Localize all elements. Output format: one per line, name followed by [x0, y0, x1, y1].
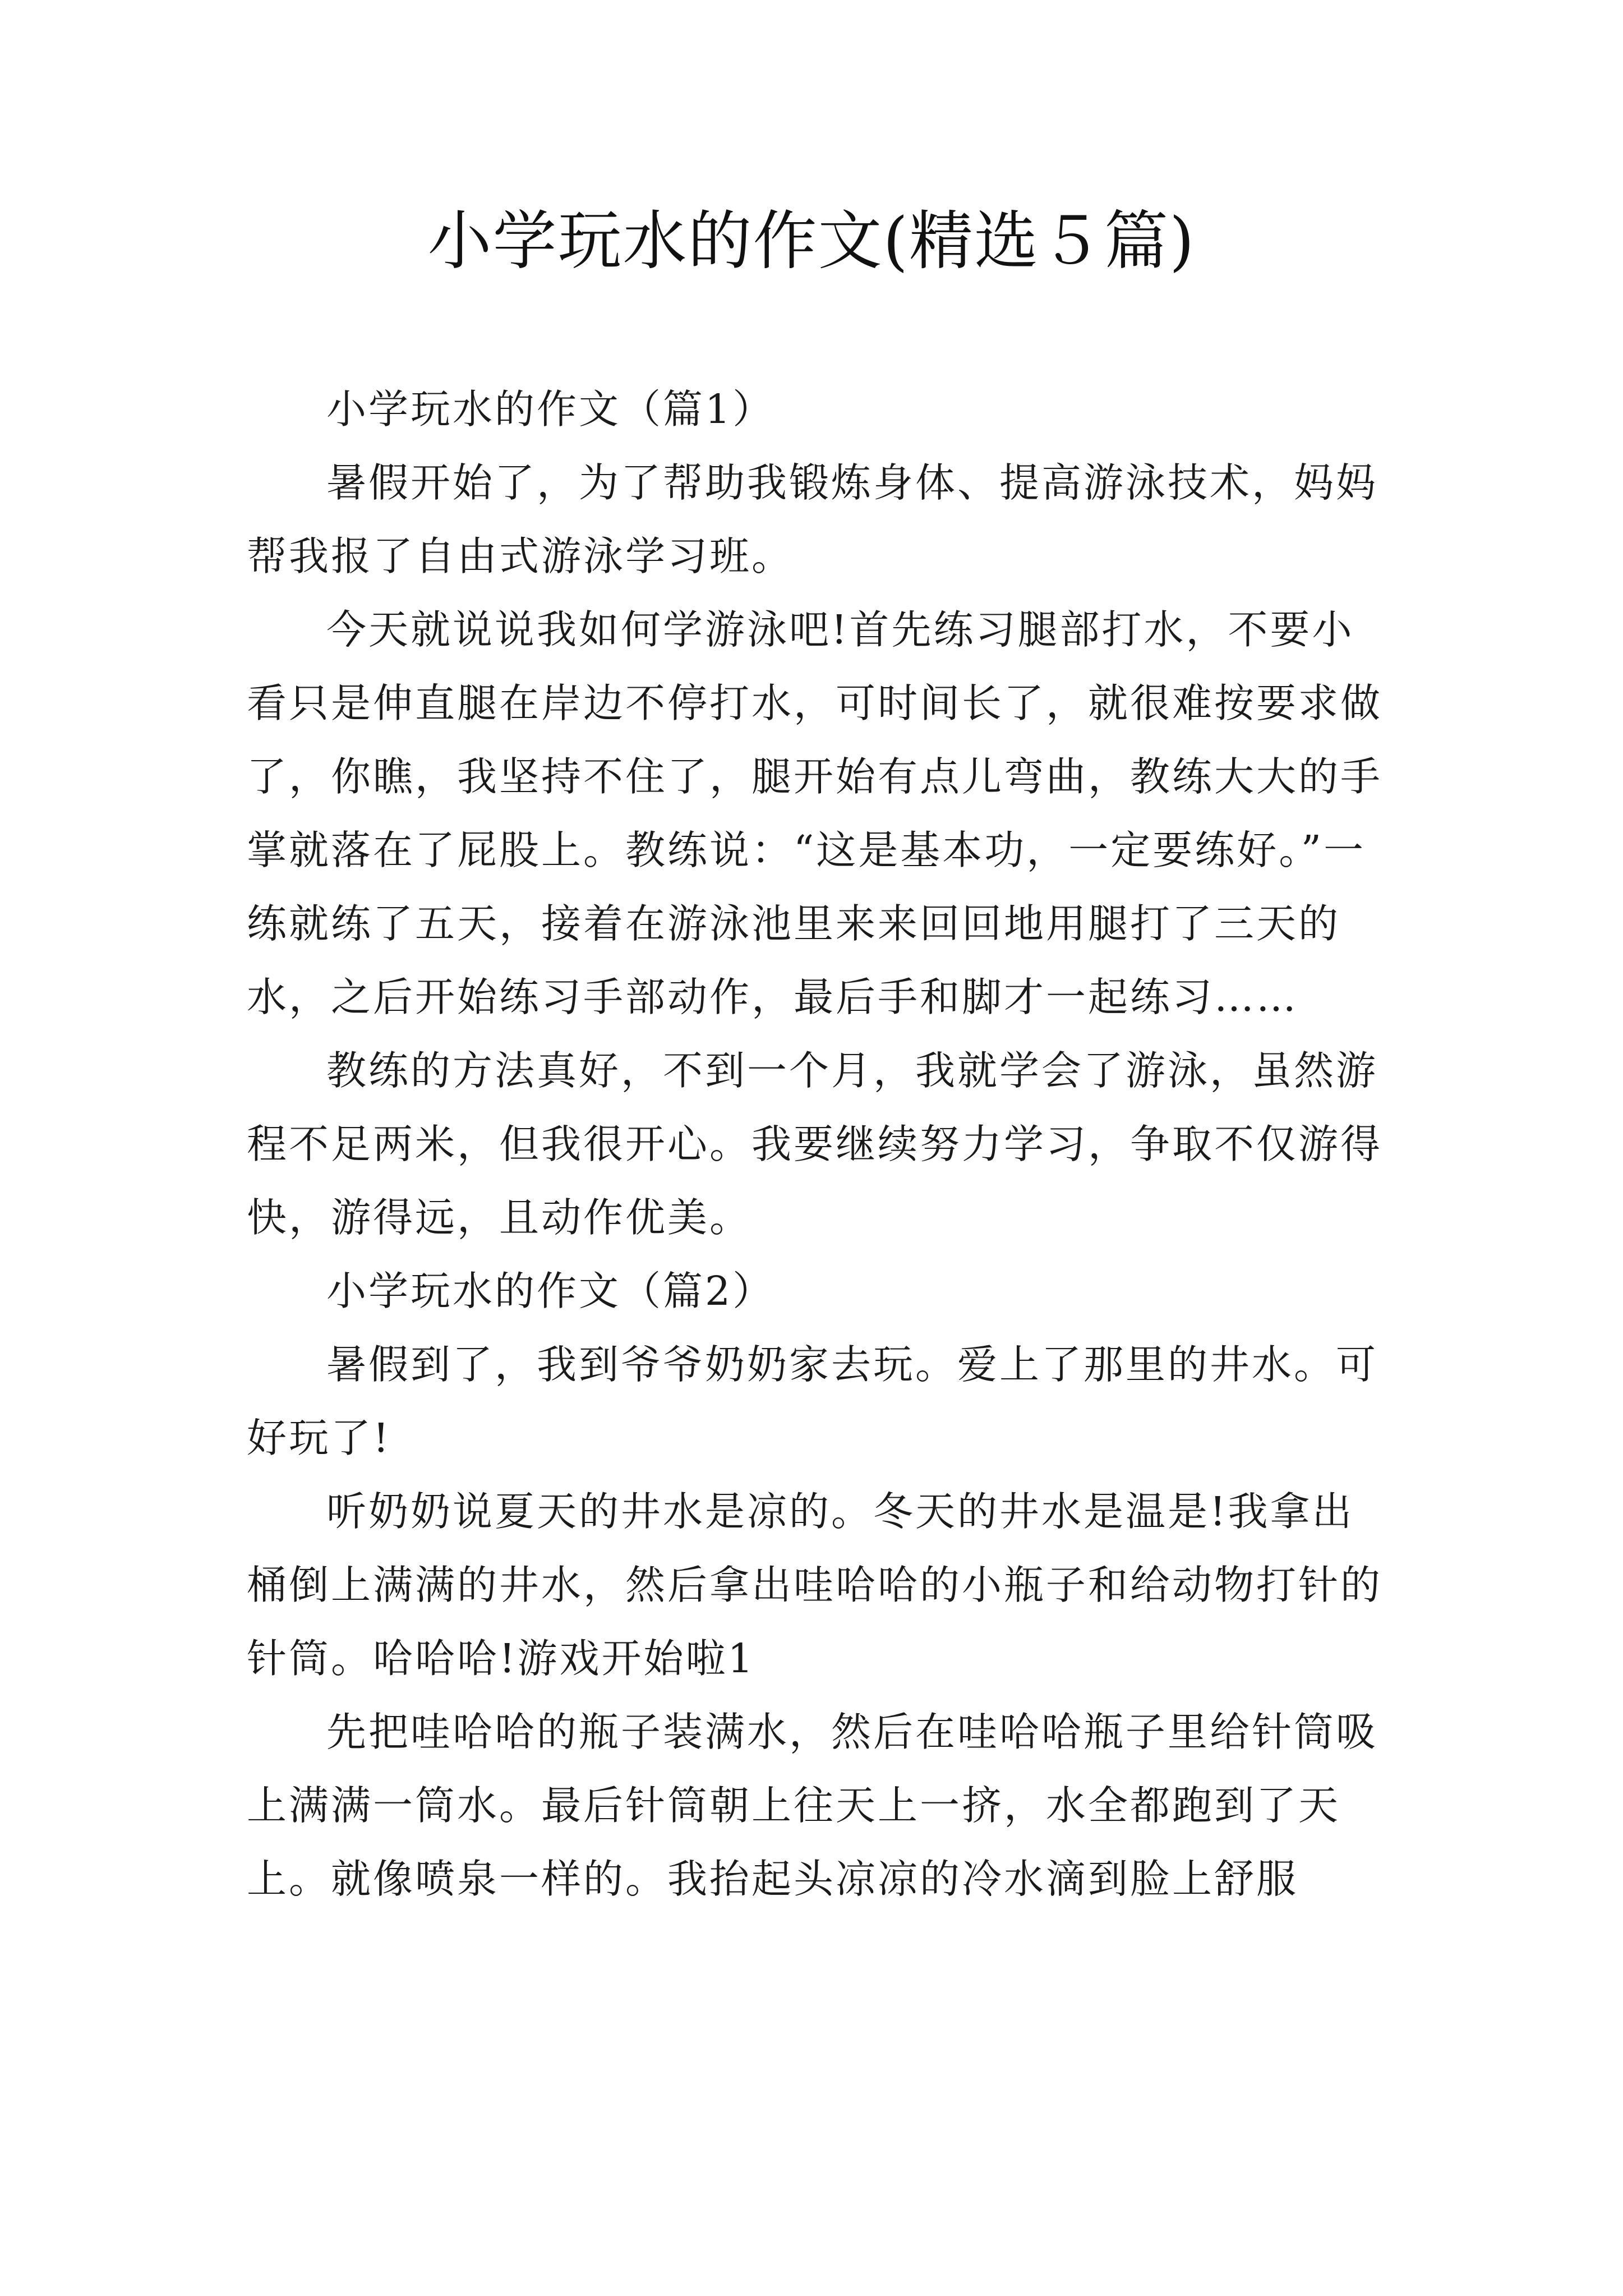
paragraph: 先把哇哈哈的瓶子装满水，然后在哇哈哈瓶子里给针筒吸上满满一筒水。最后针筒朝上往天上一挤，水全都跑到了天上。就像喷泉一样的。我抬起头凉凉的冷水滴到脸上舒服 — [247, 1709, 1378, 1902]
paragraph: 今天就说说我如何学游泳吧!首先练习腿部打水，不要小看只是伸直腿在岸边不停打水，可时间长了，就很难按要求做了，你瞧，我坚持不住了，腿开始有点儿弯曲，教练大大的手掌就落在了屁股上。教练说：“这是基本功，一定要练好。”一练就练了五天，接着在游泳池里来来回回地用腿打了三天的水，之后开始练习手部动作，最后手和脚才一起练习…… — [247, 606, 1383, 1020]
heading-essay-2: 小学玩水的作文（篇2） — [326, 1268, 775, 1314]
heading-essay-1: 小学玩水的作文（篇1） — [326, 386, 775, 432]
paragraph: 教练的方法真好，不到一个月，我就学会了游泳，虽然游程不足两米，但我很开心。我要继续努力学习，争取不仅游得快，游得远，且动作优美。 — [247, 1047, 1383, 1241]
paragraph: 暑假开始了，为了帮助我锻炼身体、提高游泳技术，妈妈帮我报了自由式游泳学习班。 — [247, 459, 1378, 579]
document-body — [247, 372, 1391, 1916]
paragraph: 暑假到了，我到爷爷奶奶家去玩。爱上了那里的井水。可好玩了! — [247, 1341, 1378, 1461]
document-title: 小学玩水的作文(精选５篇) — [427, 204, 1196, 278]
paragraph: 听奶奶说夏天的井水是凉的。冬天的井水是温是!我拿出桶倒上满满的井水，然后拿出哇哈哈的小瓶子和给动物打针的针筒。哈哈哈!游戏开始啦1 — [247, 1488, 1383, 1682]
